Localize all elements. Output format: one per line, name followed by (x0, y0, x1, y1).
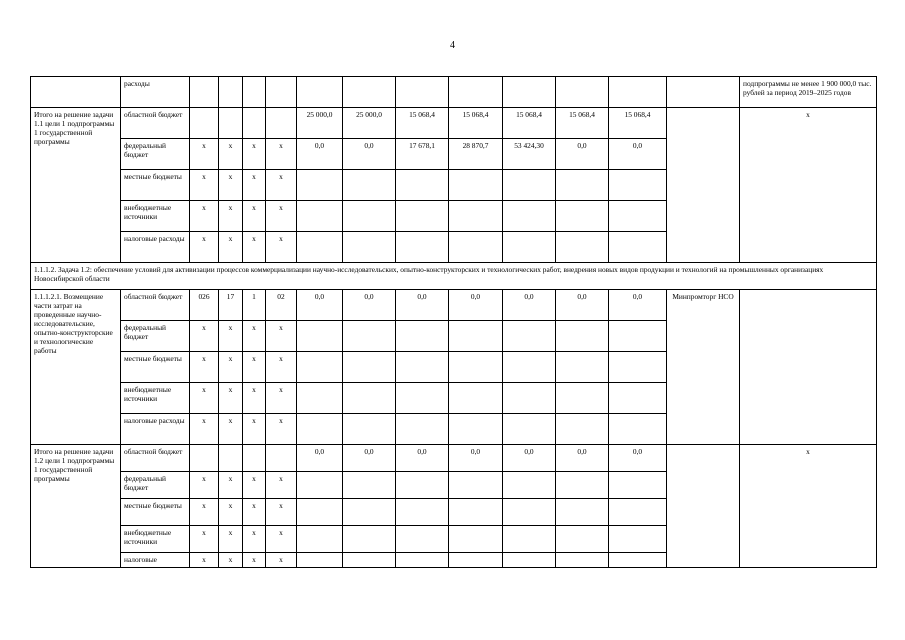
value-cell: 0,0 (556, 290, 609, 321)
x-mark: x (219, 232, 243, 263)
source-label: внебюджетные источники (121, 201, 190, 232)
x-mark: x (190, 352, 219, 383)
x-mark: x (243, 553, 266, 568)
x-mark: x (219, 553, 243, 568)
value-cell: 0,0 (609, 290, 667, 321)
source-label: областной бюджет (121, 445, 190, 472)
source-label: местные бюджеты (121, 499, 190, 526)
value-cell: 17 678,1 (396, 139, 449, 170)
source-label: федеральный бюджет (121, 139, 190, 170)
value-cell: 0,0 (503, 290, 556, 321)
source-label: внебюджетные источники (121, 383, 190, 414)
x-mark: x (243, 170, 266, 201)
x-mark: x (266, 201, 297, 232)
measure-label: 1.1.1.2.1. Возмещение части затрат на проведенные научно-исследовательские, опытно-конструкторские и технологические работы (31, 290, 121, 445)
value-cell: 0,0 (343, 290, 396, 321)
x-mark: x (219, 201, 243, 232)
x-mark: x (190, 499, 219, 526)
x-mark: x (190, 201, 219, 232)
x-mark: x (243, 383, 266, 414)
source-label: областной бюджет (121, 108, 190, 139)
value-cell: 0,0 (343, 445, 396, 472)
x-mark: x (266, 321, 297, 352)
x-mark: x (243, 201, 266, 232)
itogo-1-2-label: Итого на решение задачи 1.2 цели 1 подпрограммы 1 государственной программы (31, 445, 121, 568)
x-mark: x (190, 232, 219, 263)
x-mark: x (243, 472, 266, 499)
value-cell: 15 068,4 (396, 108, 449, 139)
table-row (31, 108, 877, 139)
page-number: 4 (450, 40, 455, 51)
x-mark: x (266, 170, 297, 201)
itogo-1-1-label: Итого на решение задачи 1.1 цели 1 подпрограммы 1 государственной программы (31, 108, 121, 263)
value-cell: 0,0 (609, 445, 667, 472)
x-mark: x (243, 232, 266, 263)
value-cell: 25 000,0 (343, 108, 396, 139)
value-cell: 0,0 (556, 139, 609, 170)
source-label: расходы (121, 77, 190, 108)
x-mark: x (219, 139, 243, 170)
x-mark: x (243, 352, 266, 383)
x-mark: x (190, 383, 219, 414)
table-row (31, 77, 877, 108)
value-cell: 53 424,30 (503, 139, 556, 170)
value-cell: 25 000,0 (297, 108, 343, 139)
x-mark: x (266, 383, 297, 414)
table-row (31, 290, 877, 321)
table-row (31, 263, 877, 290)
x-mark: x (266, 232, 297, 263)
x-mark: x (190, 526, 219, 553)
x-mark: x (243, 499, 266, 526)
value-cell: 0,0 (396, 290, 449, 321)
value-cell: 28 870,7 (449, 139, 503, 170)
executor: Минпромторг НСО (667, 290, 740, 445)
x-mark: x (219, 499, 243, 526)
value-cell: 0,0 (343, 139, 396, 170)
x-mark: x (219, 472, 243, 499)
value-cell: 0,0 (449, 445, 503, 472)
x-mark: x (190, 414, 219, 445)
value-cell: 0,0 (609, 139, 667, 170)
code-cell: 1 (243, 290, 266, 321)
source-label: областной бюджет (121, 290, 190, 321)
value-cell: 15 068,4 (556, 108, 609, 139)
x-mark: x (266, 472, 297, 499)
value-cell: 0,0 (297, 290, 343, 321)
x-mark: x (219, 414, 243, 445)
x-mark: x (740, 445, 877, 568)
source-label: налоговые (121, 553, 190, 568)
table-row (31, 445, 877, 472)
x-mark: x (266, 352, 297, 383)
x-mark: x (243, 139, 266, 170)
value-cell: 0,0 (396, 445, 449, 472)
code-cell: 026 (190, 290, 219, 321)
x-mark: x (190, 472, 219, 499)
x-mark: x (266, 526, 297, 553)
x-mark: x (219, 170, 243, 201)
x-mark: x (243, 414, 266, 445)
expected-result: подпрограммы не менее 1 900 000,0 тыс. рублей за период 2019–2025 годов (740, 77, 877, 108)
source-label: налоговые расходы (121, 232, 190, 263)
x-mark: x (266, 553, 297, 568)
code-cell: 02 (266, 290, 297, 321)
source-label: налоговые расходы (121, 414, 190, 445)
x-mark: x (190, 553, 219, 568)
source-label: федеральный бюджет (121, 321, 190, 352)
x-mark: x (740, 108, 877, 263)
value-cell: 0,0 (503, 445, 556, 472)
x-mark: x (243, 321, 266, 352)
x-mark: x (190, 170, 219, 201)
x-mark: x (243, 526, 266, 553)
value-cell: 0,0 (297, 445, 343, 472)
budget-table (30, 76, 877, 568)
value-cell: 15 068,4 (503, 108, 556, 139)
code-cell: 17 (219, 290, 243, 321)
source-label: местные бюджеты (121, 352, 190, 383)
x-mark: x (266, 139, 297, 170)
value-cell: 0,0 (556, 445, 609, 472)
x-mark: x (219, 352, 243, 383)
source-label: местные бюджеты (121, 170, 190, 201)
x-mark: x (190, 321, 219, 352)
source-label: внебюджетные источники (121, 526, 190, 553)
x-mark: x (266, 414, 297, 445)
source-label: федеральный бюджет (121, 472, 190, 499)
task-heading: 1.1.1.2. Задача 1.2: обеспечение условий для активизации процессов коммерциализации научно-исследовательских, опытно-конструкторских и технологических работ, внедрения новых видов продукции и технологий на промышленных организациях Новосибирской области (31, 263, 877, 290)
value-cell: 0,0 (297, 139, 343, 170)
x-mark: x (219, 383, 243, 414)
x-mark: x (266, 499, 297, 526)
x-mark: x (190, 139, 219, 170)
value-cell: 0,0 (449, 290, 503, 321)
x-mark: x (219, 526, 243, 553)
x-mark: x (219, 321, 243, 352)
value-cell: 15 068,4 (449, 108, 503, 139)
value-cell: 15 068,4 (609, 108, 667, 139)
